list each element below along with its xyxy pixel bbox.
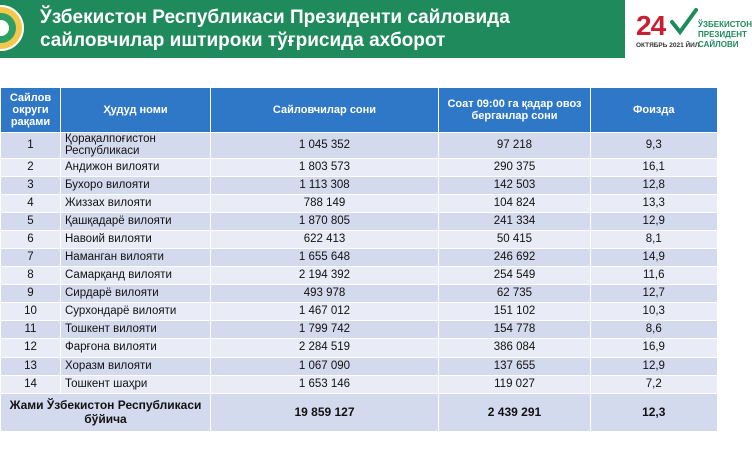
turnout-percent: 16,9 — [591, 339, 717, 357]
region-name: Навоий вилояти — [61, 230, 211, 248]
logo-date: ОКТЯБРЬ 2021 ЙИЛ — [636, 42, 700, 49]
table-row — [1, 212, 717, 230]
table-row — [1, 194, 717, 212]
region-name: Самарқанд вилояти — [61, 267, 211, 285]
logo-text-line-1: ЎЗБЕКИСТОН — [698, 20, 752, 29]
region-name: Жиззах вилояти — [61, 194, 211, 212]
turnout-percent: 10,3 — [591, 303, 717, 321]
voted-count: 137 655 — [439, 357, 591, 375]
district-number: 8 — [1, 267, 61, 285]
voted-count: 97 218 — [439, 132, 591, 158]
district-number: 3 — [1, 176, 61, 194]
voters-count: 1 113 308 — [211, 176, 439, 194]
title-line-2: сайловчилар иштироки тўғрисида ахборот — [40, 30, 446, 51]
table-row — [1, 267, 717, 285]
logo-text-line-3: САЙЛОВИ — [698, 40, 739, 49]
district-number: 2 — [1, 158, 61, 176]
turnout-percent: 9,3 — [591, 132, 717, 158]
total-percent: 12,3 — [591, 393, 717, 431]
voted-count: 104 824 — [439, 194, 591, 212]
voted-count: 241 334 — [439, 212, 591, 230]
voters-count: 2 284 519 — [211, 339, 439, 357]
voted-count: 142 503 — [439, 176, 591, 194]
region-name: Қашқадарё вилояти — [61, 212, 211, 230]
district-number: 5 — [1, 212, 61, 230]
table-row — [1, 248, 717, 266]
voters-count: 1 799 742 — [211, 321, 439, 339]
district-number: 6 — [1, 230, 61, 248]
voters-count: 1 803 573 — [211, 158, 439, 176]
column-header-voted: Соат 09:00 га қадар овоз берганлар сони — [439, 88, 591, 132]
district-number: 14 — [1, 375, 61, 393]
district-number: 11 — [1, 321, 61, 339]
turnout-percent: 12,9 — [591, 212, 717, 230]
voters-count: 1 067 090 — [211, 357, 439, 375]
district-number: 1 — [1, 132, 61, 158]
table-row — [1, 357, 717, 375]
voters-count: 2 194 392 — [211, 267, 439, 285]
turnout-percent: 7,2 — [591, 375, 717, 393]
table-row — [1, 158, 717, 176]
voted-count: 50 415 — [439, 230, 591, 248]
total-voters: 19 859 127 — [211, 393, 439, 431]
voters-count: 1 870 805 — [211, 212, 439, 230]
turnout-percent: 16,1 — [591, 158, 717, 176]
turnout-percent: 8,6 — [591, 321, 717, 339]
column-header-voters: Сайловчилар сони — [211, 88, 439, 132]
region-name: Бухоро вилояти — [61, 176, 211, 194]
voted-count: 151 102 — [439, 303, 591, 321]
region-name: Тошкент вилояти — [61, 321, 211, 339]
turnout-percent: 12,8 — [591, 176, 717, 194]
district-number: 10 — [1, 303, 61, 321]
voted-count: 119 027 — [439, 375, 591, 393]
table-row — [1, 339, 717, 357]
voters-count: 1 467 012 — [211, 303, 439, 321]
voted-count: 254 549 — [439, 267, 591, 285]
column-header-percent: Фоизда — [591, 88, 717, 132]
header-banner — [0, 0, 752, 82]
turnout-table — [0, 88, 717, 431]
voted-count: 386 084 — [439, 339, 591, 357]
state-emblem-icon — [0, 4, 26, 52]
district-number: 4 — [1, 194, 61, 212]
district-number: 13 — [1, 357, 61, 375]
table-row — [1, 321, 717, 339]
total-row — [1, 393, 717, 431]
table-row — [1, 375, 717, 393]
turnout-percent: 14,9 — [591, 248, 717, 266]
voted-count: 290 375 — [439, 158, 591, 176]
district-number: 7 — [1, 248, 61, 266]
voted-count: 62 735 — [439, 285, 591, 303]
turnout-percent: 12,7 — [591, 285, 717, 303]
logo-text-line-2: ПРЕЗИДЕНТ — [698, 30, 747, 39]
title-bar — [0, 0, 625, 58]
column-header-district: Сайлов округи рақами — [1, 88, 61, 132]
voted-count: 246 692 — [439, 248, 591, 266]
voters-count: 493 978 — [211, 285, 439, 303]
column-header-region: Ҳудуд номи — [61, 88, 211, 132]
district-number: 9 — [1, 285, 61, 303]
turnout-percent: 11,6 — [591, 267, 717, 285]
table-header-row — [1, 88, 717, 132]
region-name: Қорақалпоғистон Республикаси — [61, 132, 211, 158]
table-row — [1, 132, 717, 158]
district-number: 12 — [1, 339, 61, 357]
total-voted: 2 439 291 — [439, 393, 591, 431]
region-name: Наманган вилояти — [61, 248, 211, 266]
region-name: Сирдарё вилояти — [61, 285, 211, 303]
turnout-percent: 8,1 — [591, 230, 717, 248]
voters-count: 1 653 146 — [211, 375, 439, 393]
checkmark-icon — [670, 8, 698, 38]
logo-number: 24 — [636, 10, 666, 41]
region-name: Тошкент шаҳри — [61, 375, 211, 393]
voted-count: 154 778 — [439, 321, 591, 339]
region-name: Фарғона вилояти — [61, 339, 211, 357]
election-logo — [634, 8, 752, 56]
voters-count: 1 655 648 — [211, 248, 439, 266]
voters-count: 622 413 — [211, 230, 439, 248]
turnout-percent: 13,3 — [591, 194, 717, 212]
table-row — [1, 176, 717, 194]
title-line-1: Ўзбекистон Республикаси Президенти сайловида — [40, 7, 510, 28]
table-row — [1, 230, 717, 248]
region-name: Сурхондарё вилояти — [61, 303, 211, 321]
page-title — [40, 6, 620, 52]
turnout-percent: 12,9 — [591, 357, 717, 375]
voters-count: 788 149 — [211, 194, 439, 212]
region-name: Андижон вилояти — [61, 158, 211, 176]
region-name: Хоразм вилояти — [61, 357, 211, 375]
voters-count: 1 045 352 — [211, 132, 439, 158]
logo-text — [698, 20, 752, 50]
total-label: Жами Ўзбекистон Республикаси бўйича — [1, 393, 211, 431]
table-row — [1, 285, 717, 303]
table-row — [1, 303, 717, 321]
